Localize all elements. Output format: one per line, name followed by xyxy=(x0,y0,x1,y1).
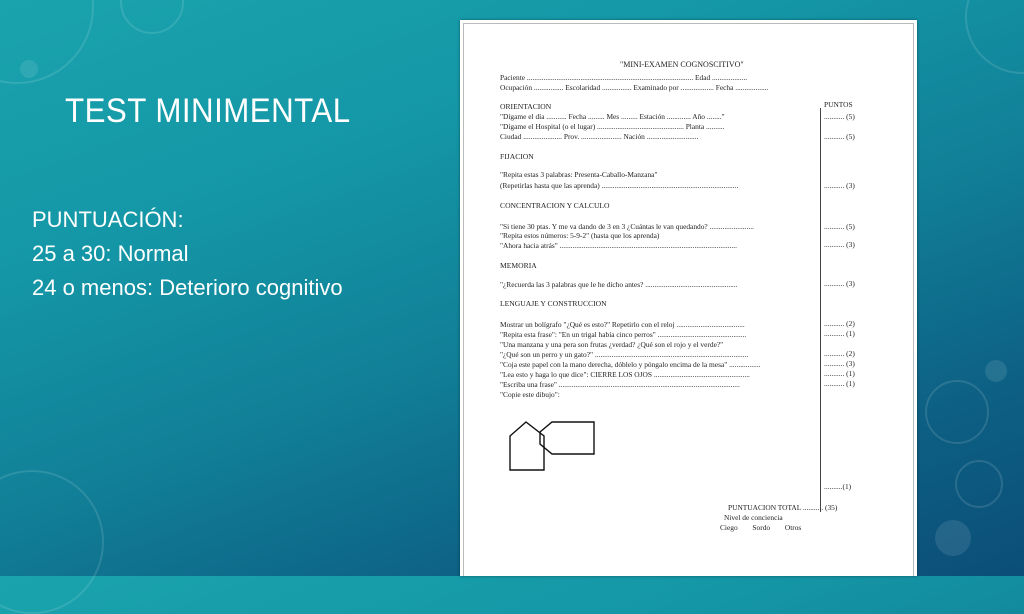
document-title: "MINI-EXAMEN COGNOSCITIVO" xyxy=(620,60,744,69)
total-score: PUNTUACION TOTAL ........... (35) xyxy=(728,503,838,512)
concentracion-score: ........... (5) xyxy=(824,222,855,231)
lenguaje-line: "Repita esta frase": "En un trigal había cinco perros" ................................................ xyxy=(500,330,747,339)
lenguaje-line: "Lea esto y haga lo que dice": CIERRE LOS OJOS .................................................... xyxy=(500,370,750,379)
concentracion-line: "Repita estos números: 5-9-2" (hasta que los aprenda) xyxy=(500,231,660,240)
concentracion-line: "Ahora hacia atrás" ................................................................................................ xyxy=(500,241,737,250)
decor-circle xyxy=(120,0,184,34)
nivel-conciencia: Nivel de conciencia xyxy=(724,513,783,522)
pentagon-drawing xyxy=(508,418,598,474)
lenguaje-score: ........... (1) xyxy=(824,369,855,378)
score-heading: PUNTUACIÓN: xyxy=(32,207,184,232)
lenguaje-score: ........... (2) xyxy=(824,349,855,358)
lenguaje-line: "Copie este dibujo": xyxy=(500,390,560,399)
decor-circle xyxy=(955,460,1003,508)
lenguaje-score: ........... (1) xyxy=(824,379,855,388)
lenguaje-line: "Una manzana y una pera son frutas ¿verdad? ¿Qué son el rojo y el verde?" xyxy=(500,340,724,349)
fijacion-score: ........... (3) xyxy=(824,181,855,190)
memoria-score: ........... (3) xyxy=(824,279,855,288)
occupation-line: Ocupación ................ Escolaridad ................ Examinado por .................. Fecha .................. xyxy=(500,83,769,92)
memoria-line: "¿Recuerda las 3 palabras que le he dicho antes? .................................................. xyxy=(500,280,738,289)
lenguaje-score: ........... (1) xyxy=(824,329,855,338)
decor-dot xyxy=(20,60,38,78)
fijacion-line: "Repita estas 3 palabras: Presenta-Caballo-Manzana" xyxy=(500,170,658,179)
orientacion-score: ........... (5) xyxy=(824,132,855,141)
decor-circle xyxy=(0,470,104,614)
lenguaje-line: Mostrar un bolígrafo "¿Qué es esto?" Repetirlo con el reloj ..................................... xyxy=(500,320,745,329)
section-orientacion: ORIENTACION xyxy=(500,102,552,111)
orientacion-line: "Dígame el Hospital (o el lugar) ............................................... Planta .......... xyxy=(500,122,725,131)
concentracion-line: "Si tiene 30 ptas. Y me va dando de 3 en 3 ¿Cuántas le van quedando? ........................ xyxy=(500,222,754,231)
concentracion-score: ........... (3) xyxy=(824,240,855,249)
score-block xyxy=(32,203,343,305)
lenguaje-score-final: ..........(1) xyxy=(824,482,852,491)
lenguaje-score: ........... (2) xyxy=(824,319,855,328)
mini-exam-document xyxy=(460,20,917,576)
decor-circle xyxy=(965,0,1024,74)
slide-title: TEST MINIMENTAL xyxy=(65,92,351,130)
section-memoria: MEMORIA xyxy=(500,261,537,270)
decor-dot xyxy=(985,360,1007,382)
lenguaje-score: ........... (3) xyxy=(824,359,855,368)
patient-line: Paciente .......................................................................................... Edad ................... xyxy=(500,73,748,82)
orientacion-score: ........... (5) xyxy=(824,112,855,121)
conciencia-options: Ciego Sordo Otros xyxy=(720,523,802,532)
lenguaje-line: "Coja este papel con la mano derecha, dóblelo y póngalo encima de la mesa" ................. xyxy=(500,360,761,369)
decor-circle xyxy=(0,0,94,84)
lenguaje-line: "Escriba una frase" .................................................................................................. xyxy=(500,380,740,389)
section-fijacion: FIJACION xyxy=(500,152,534,161)
orientacion-line: "Dígame el día ........... Fecha ......... Mes ......... Estación ............. Año ........" xyxy=(500,112,725,121)
section-lenguaje: LENGUAJE Y CONSTRUCCION xyxy=(500,299,607,308)
fijacion-line: (Repetirlas hasta que las aprenda) .......................................................................... xyxy=(500,181,739,190)
lenguaje-line: "¿Qué son un perro y un gato?" ................................................................................... xyxy=(500,350,749,359)
points-column-line xyxy=(820,108,821,512)
score-deterioro: 24 o menos: Deterioro cognitivo xyxy=(32,275,343,300)
points-header: PUNTOS xyxy=(824,100,853,109)
orientacion-line: Ciudad ..................... Prov. ...................... Nación ............................ xyxy=(500,132,699,141)
decor-circle xyxy=(925,380,989,444)
decor-dot xyxy=(935,520,971,556)
score-normal: 25 a 30: Normal xyxy=(32,241,189,266)
section-concentracion: CONCENTRACION Y CALCULO xyxy=(500,201,610,210)
